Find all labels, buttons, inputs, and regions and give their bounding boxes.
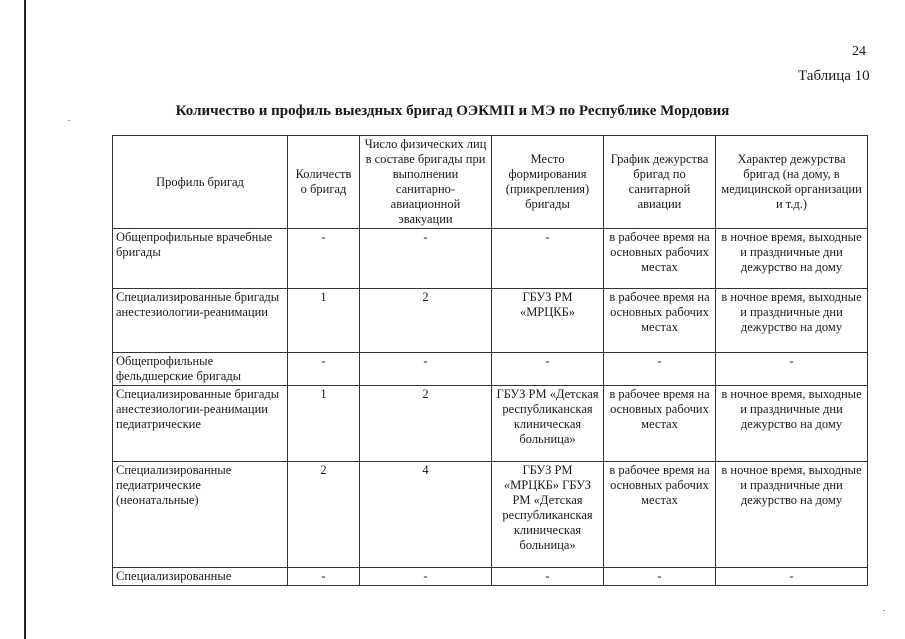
table-row [113, 229, 868, 289]
cell-duty: - [716, 568, 868, 586]
scan-speck [68, 120, 70, 121]
cell-profile: Специализированные бригады анестезиологии-реанимации [113, 289, 288, 353]
cell-duty: - [716, 353, 868, 386]
header-duty: Характер дежурства бригад (на дому, в медицинской организации и т.д.) [716, 136, 868, 229]
cell-place: - [492, 353, 604, 386]
cell-profile: Общепрофильные фельдшерские бригады [113, 353, 288, 386]
cell-duty: в ночное время, выходные и праздничные дни дежурство на дому [716, 229, 868, 289]
header-place: Место формирования (прикрепления) бригады [492, 136, 604, 229]
cell-schedule: в рабочее время на основных рабочих местах [604, 289, 716, 353]
header-schedule: График дежурства бригад по санитарной авиации [604, 136, 716, 229]
cell-profile: Специализированные бригады анестезиологии-реанимации педиатрические [113, 386, 288, 462]
table-header-row [113, 136, 868, 229]
cell-persons: 2 [360, 386, 492, 462]
cell-profile: Специализированные [113, 568, 288, 586]
table-row [113, 568, 868, 586]
table-row [113, 289, 868, 353]
scan-speck [883, 610, 885, 611]
cell-schedule: - [604, 353, 716, 386]
cell-persons: 2 [360, 289, 492, 353]
cell-place: - [492, 568, 604, 586]
cell-count: 1 [288, 289, 360, 353]
page-number: 24 [852, 44, 866, 59]
cell-persons: 4 [360, 462, 492, 568]
table-row [113, 386, 868, 462]
cell-schedule: в рабочее время на основных рабочих местах [604, 386, 716, 462]
cell-schedule: в рабочее время на основных рабочих местах [604, 462, 716, 568]
cell-place: - [492, 229, 604, 289]
header-profile: Профиль бригад [113, 136, 288, 229]
cell-profile: Специализированные педиатрические (неонатальные) [113, 462, 288, 568]
table-row [113, 353, 868, 386]
cell-duty: в ночное время, выходные и праздничные дни дежурство на дому [716, 289, 868, 353]
cell-place: ГБУЗ РМ «МРЦКБ» ГБУЗ РМ «Детская республиканская клиническая больница» [492, 462, 604, 568]
cell-count: 2 [288, 462, 360, 568]
cell-persons: - [360, 353, 492, 386]
header-persons: Число физических лиц в составе бригады при выполнении санитарно-авиационной эвакуации [360, 136, 492, 229]
cell-count: - [288, 353, 360, 386]
cell-duty: в ночное время, выходные и праздничные дни дежурство на дому [716, 462, 868, 568]
cell-schedule: в рабочее время на основных рабочих местах [604, 229, 716, 289]
scan-left-border [24, 0, 26, 639]
table-label: Таблица 10 [798, 68, 870, 84]
cell-schedule: - [604, 568, 716, 586]
document-title: Количество и профиль выездных бригад ОЭКМП и МЭ по Республике Мордовия [175, 103, 730, 119]
brigades-table [112, 135, 868, 586]
cell-duty: в ночное время, выходные и праздничные дни дежурство на дому [716, 386, 868, 462]
cell-count: - [288, 568, 360, 586]
cell-persons: - [360, 568, 492, 586]
cell-profile: Общепрофильные врачебные бригады [113, 229, 288, 289]
header-count: Количеств о бригад [288, 136, 360, 229]
cell-place: ГБУЗ РМ «МРЦКБ» [492, 289, 604, 353]
cell-persons: - [360, 229, 492, 289]
table-row [113, 462, 868, 568]
cell-count: 1 [288, 386, 360, 462]
cell-place: ГБУЗ РМ «Детская республиканская клиническая больница» [492, 386, 604, 462]
cell-count: - [288, 229, 360, 289]
